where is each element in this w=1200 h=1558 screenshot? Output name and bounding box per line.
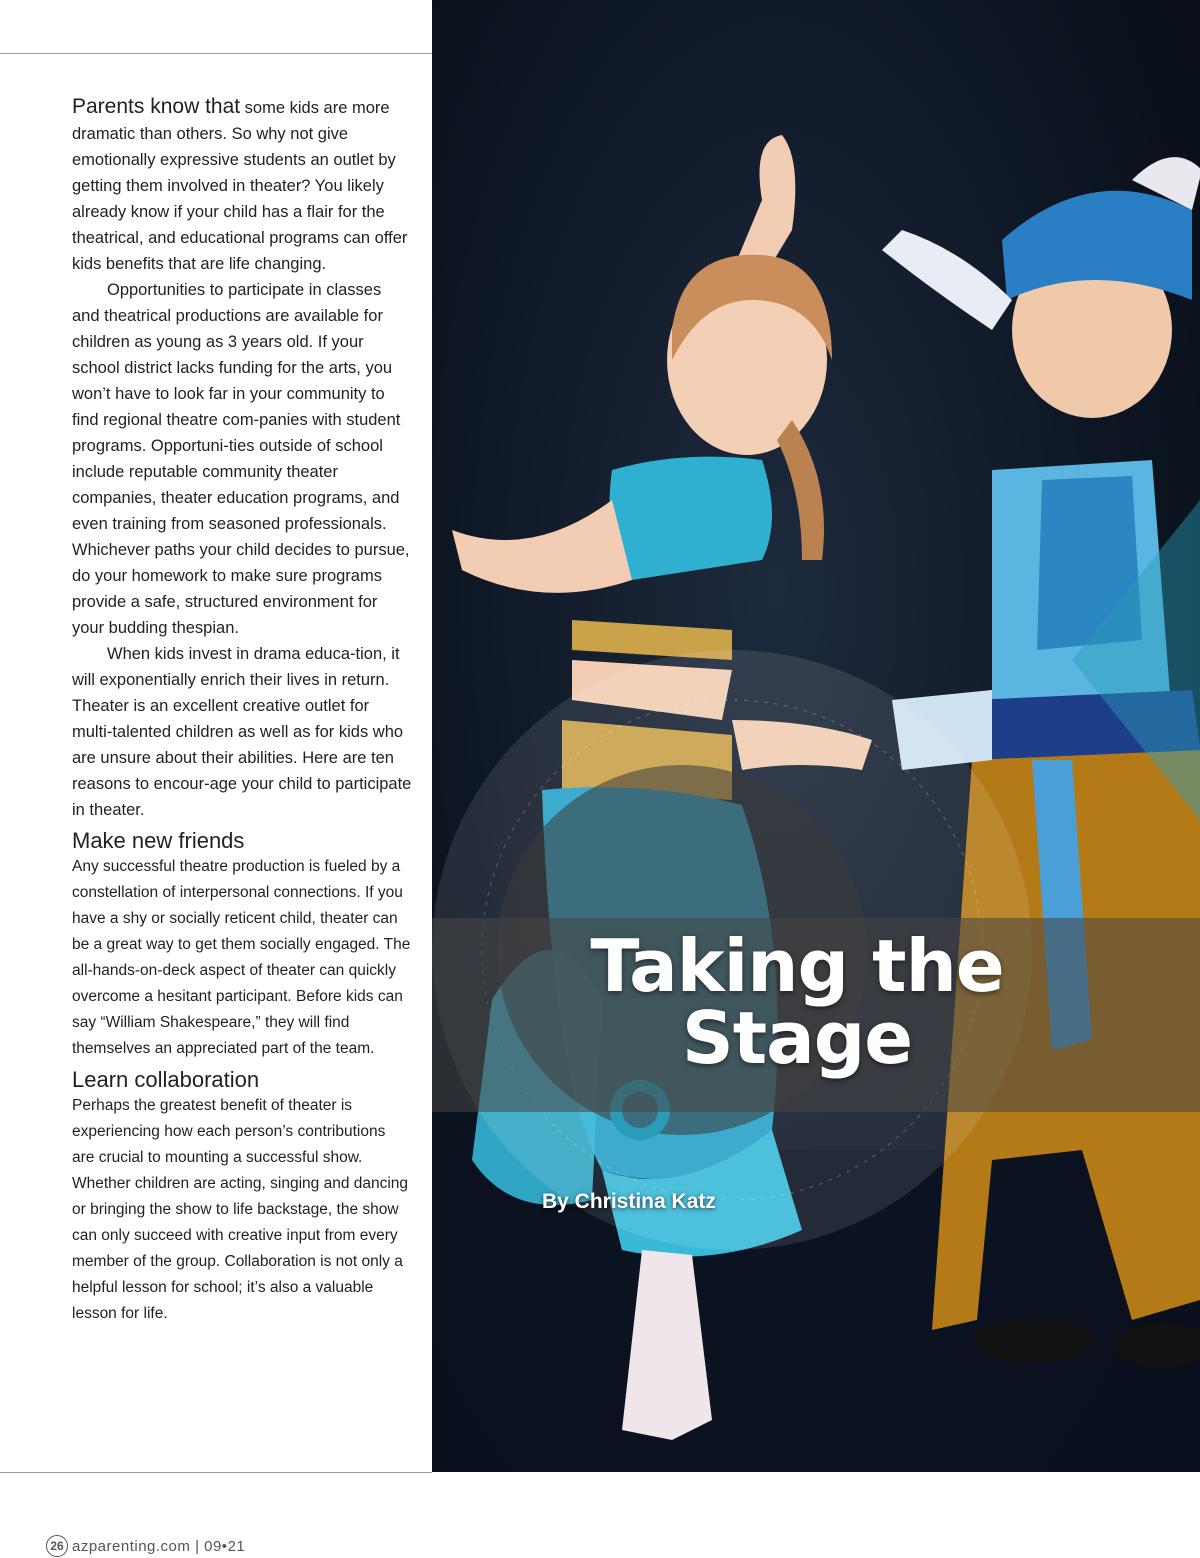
- section-heading-collaboration: Learn collaboration: [72, 1067, 260, 1092]
- page-footer: [46, 1535, 245, 1557]
- intro-paragraph: [72, 94, 412, 277]
- dancing-children-illustration: [432, 0, 1200, 1472]
- article-title: [582, 924, 1012, 1080]
- byline: By Christina Katz: [542, 1190, 716, 1213]
- section-body-collaboration: Perhaps the greatest benefit of theater is experiencing how each person’s contributions are crucial to mounting a successful show. Whether children are acting, singing and dancing or bringing the show to life backstage, the show can only succeed with creative input from every member of the group. Collaboration is not only a helpful lesson for school; it’s also a valuable lesson for life.: [72, 1097, 409, 1322]
- title-line-2: Stage: [681, 996, 913, 1080]
- bottom-rule: [0, 1472, 432, 1473]
- title-line-1: Taking the: [590, 924, 1004, 1008]
- page-number: 26: [46, 1535, 68, 1557]
- paragraph-invest: When kids invest in drama educa-tion, it will exponentially enrich their lives in return. Theater is an excellent creative outlet for multi-talented children as well as for kids who are unsure about their abilities. Here are ten reasons to encour-age your child to participate in theater.: [72, 645, 412, 819]
- article-column: [72, 94, 412, 1327]
- lead-phrase: Parents know that: [72, 95, 241, 118]
- intro-text: some kids are more dramatic than others. So why not give emotionally expressive students an outlet by getting them involved in theater? You likely already know if your child has a flair for the theatrical, and educational programs can offer kids benefits that are life changing.: [72, 99, 408, 273]
- section-body-friends: Any successful theatre production is fueled by a constellation of interpersonal connections. If you have a shy or socially reticent child, theater can be a great way to get them socially engaged. The all-hands-on-deck aspect of theater can quickly overcome a hesitant participant. Before kids can say “William Shakespeare,” they will find themselves an appreciated part of the team.: [72, 858, 411, 1057]
- section-heading-friends: Make new friends: [72, 828, 245, 853]
- top-rule: [0, 53, 432, 54]
- paragraph-opportunities: Opportunities to participate in classes and theatrical productions are available for children as young as 3 years old. If your school district lacks funding for the arts, you won’t have to look far in your community to find regional theatre com-panies with student programs. Opportuni-ties outside of school include reputable community theater companies, theater education programs, and even training from seasoned professionals. Whichever paths your child decides to pursue, do your homework to make sure programs provide a safe, structured environment for your budding thespian.: [72, 281, 410, 637]
- hero-photo: [432, 0, 1200, 1472]
- footer-site: azparenting.com | 09•21: [72, 1537, 246, 1555]
